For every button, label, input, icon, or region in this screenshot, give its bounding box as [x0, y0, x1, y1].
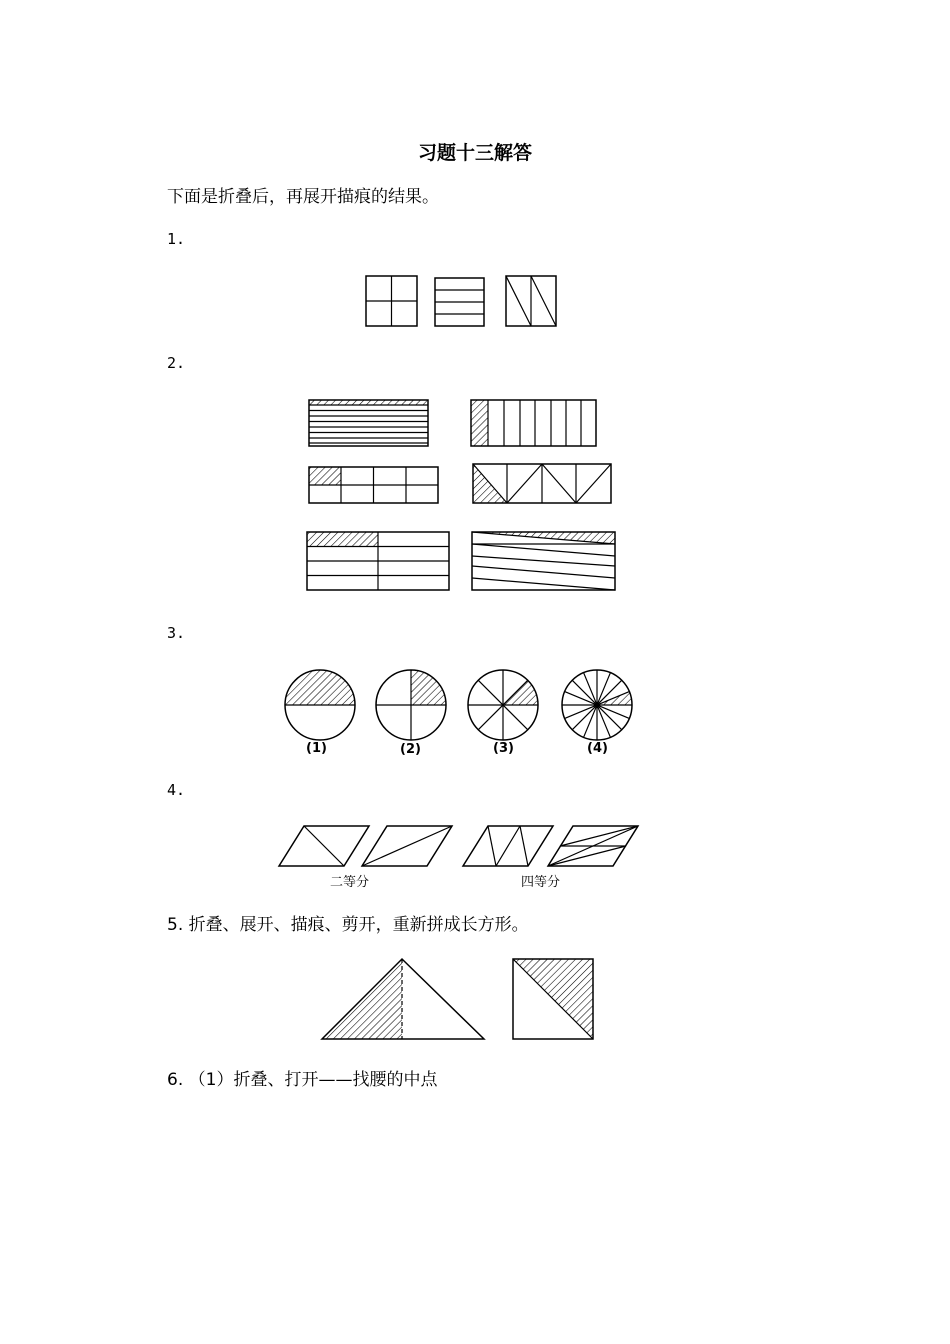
caption-quarters: 四等分 [521, 875, 561, 890]
circle-halves [285, 670, 355, 740]
item-1-label: 1. [167, 230, 186, 248]
rect-triangles [473, 464, 611, 503]
circle-3-label: (3) [493, 741, 514, 756]
item-3-label: 3. [167, 624, 186, 642]
parallelogram-quarters-a [463, 826, 553, 866]
rect-two-columns-rows [307, 532, 449, 590]
fold-square-strips [435, 278, 484, 326]
circle-4-label: (4) [587, 741, 608, 756]
item-4-label: 4. [167, 781, 186, 799]
circle-1-label: (1) [306, 741, 327, 756]
rect-vertical-stripes [471, 400, 596, 446]
parallelogram-halves-a [279, 826, 369, 866]
circle-2-label: (2) [400, 742, 421, 757]
rect-slanted-stripes [472, 532, 615, 590]
item-2-label: 2. [167, 354, 186, 372]
rect-horizontal-stripes [309, 400, 428, 446]
circle-eighths [468, 670, 538, 740]
rect-grid-eighths [309, 467, 438, 503]
fold-square-quarters [366, 276, 417, 326]
caption-halves: 二等分 [330, 875, 370, 890]
circle-sixteenths [562, 670, 632, 740]
parallelogram-quarters-b [548, 826, 638, 866]
parallelogram-halves-b [362, 826, 452, 866]
circle-quarters [376, 670, 446, 740]
page-title: 习题十三解答 [417, 142, 532, 164]
triangle-folded [322, 959, 484, 1039]
item-6-label: 6. （1）折叠、打开——找腰的中点 [167, 1070, 438, 1090]
square-rearranged [513, 959, 593, 1039]
intro-text: 下面是折叠后，再展开描痕的结果。 [167, 187, 439, 207]
item-5-label: 5. 折叠、展开、描痕、剪开，重新拼成长方形。 [167, 915, 529, 935]
fold-square-diagonals [506, 276, 556, 326]
